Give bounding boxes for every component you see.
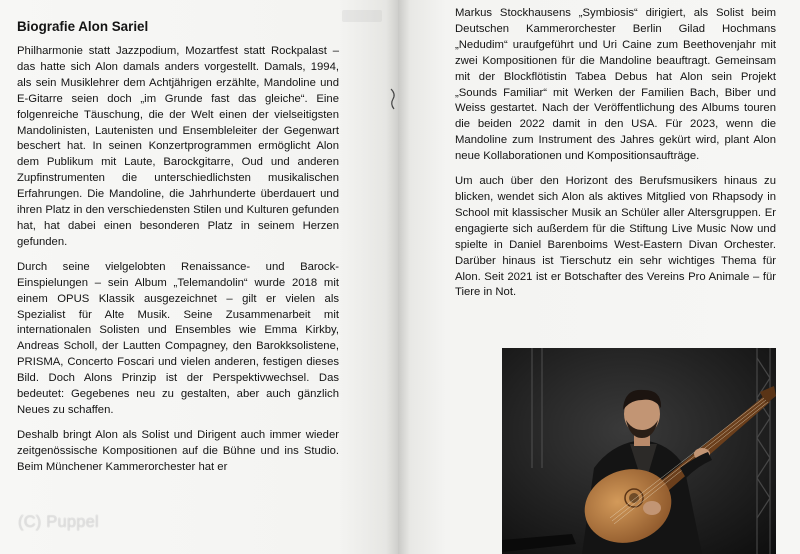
paragraph: Philharmonie statt Jazzpodium, Mozartfest statt Rockpalast – das hatte sich Alon damals anders vorgestellt. Damals, 1994, als sein Musiklehrer dem Achtjährigen erzählte, Mandoline und E-Gitarre seien doch „im Grunde fast das gleiche“. Eine folgenreiche Täuschung, die der Welt einen der vielseitigsten Mandolinisten, Lautenisten und Ensembleleiter der Gegenwart beschert hat. In seinen Konzertprogrammen ermöglicht Alon dem Publikum mit Laute, Barockgitarre, Oud und anderen Zupfinstrumenten die unterschiedlichsten musikalischen Erfahrungen. Die Mandoline, die Jahrhunderte überdauert und ihren Platz in den verschiedensten Stilen und Kulturen gefunden hat, hat dabei einen besonderen Platz in seinem Herzen gefunden. (17, 45, 339, 248)
binding-mark (388, 88, 398, 110)
musician-photo (502, 348, 776, 554)
right-column (455, 6, 776, 310)
paragraph: Um auch über den Horizont des Berufsmusikers hinaus zu blicken, wendet sich Alon als aktives Mitglied von Rhapsody in School mit klassischer Musik an Schüler aller Altersgruppen. Er engagierte sich außerdem für die Stiftung Live Music Now und spielte in Daniel Barenboims West-Eastern Divan Orchester. Darüber hinaus ist Tierschutz ein sehr wichtiges Thema für Alon. Seit 2021 ist er Botschafter des Vereins Pro Animale – für Tiere in Not. (455, 175, 776, 299)
paragraph: Markus Stockhausens „Symbiosis“ dirigiert, als Solist beim Deutschen Kammerorchester Berlin Gilad Hochmans „Nedudim“ uraufgeführt und Uri Caine zum Beethovenjahr mit zwei Kompositionen für die Mandoline beauftragt. Gemeinsam mit der Blockflötistin Tabea Debus hat Alon sein Projekt „Sounds Familiar“ mit Werken der Familien Bach, Biber und Weiss gestartet. Nach der Veröffentlichung des Albums touren die beiden 2022 damit in den USA. Für 2023, wenn die Mandoline zum Instrument des Jahres gekürt wird, plant Alon neue Kollaborationen und Kompositionsaufträge. (455, 7, 776, 163)
lute-player-illustration (502, 348, 776, 554)
paragraph: Durch seine vielgelobten Renaissance- und Barock-Einspielungen – sein Album „Telemandolin“ wurde 2018 mit einem OPUS Klassik ausgezeichnet – gilt er vielen als Spezialist für Alte Musik. Seine Zusammenarbeit mit internationalen Solisten und Ensembles wie Emma Kirkby, Andreas Scholl, der Lautten Compagney, den Barokksolistene, PRISMA, Concerto Foscari und vielen anderen, festigen dieses Bild. Doch Alons Prinzip ist der Perspektivwechsel. Das bedeutet: Gegebenes neu zu gestalten, aber auch gänzlich Neues zu schaffen. (17, 260, 339, 416)
page-title: Biografie Alon Sariel (17, 19, 149, 34)
show-through-text (342, 10, 382, 22)
paragraph: Deshalb bringt Alon als Solist und Dirigent auch immer wieder zeitgenössische Kompositionen auf die Bühne und ins Studio. Beim Münchener Kammerorchester hat er (17, 428, 339, 473)
left-column (17, 19, 339, 485)
copyright-watermark: (C) Puppel (18, 513, 99, 531)
